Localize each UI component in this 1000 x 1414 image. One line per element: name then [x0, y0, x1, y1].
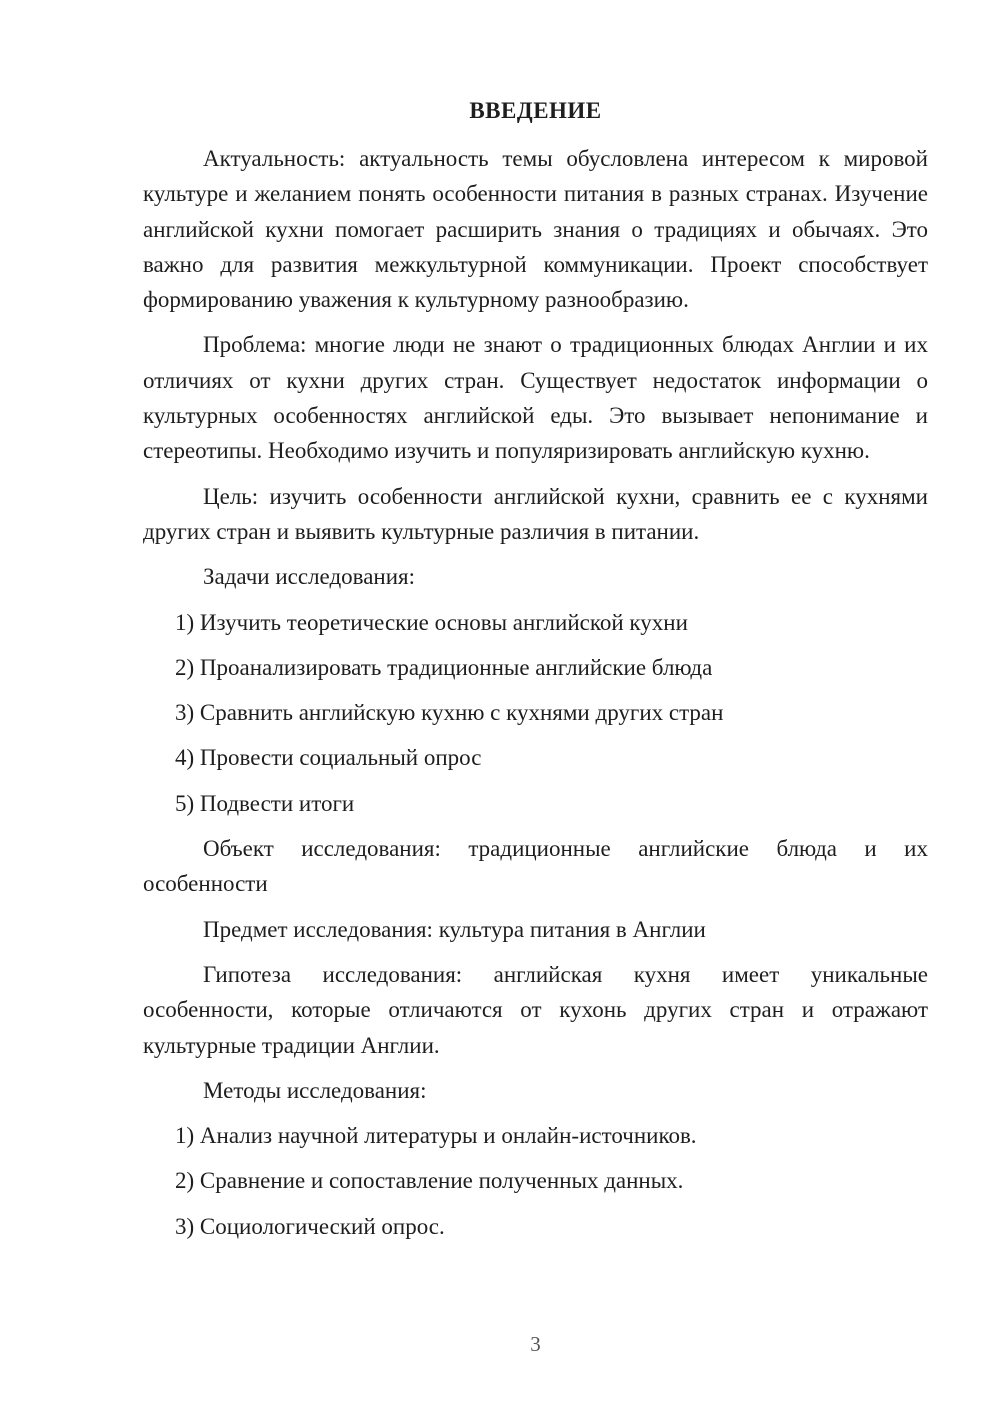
- page-title: ВВЕДЕНИЕ: [469, 98, 602, 123]
- relevance-paragraph: Актуальность: актуальность темы обусловлена интересом к мировой культуре и желанием понять особенности питания в разных странах. Изучение английской кухни помогает расширить знания о традициях и обычаях. Это важно для развития межкультурной коммуникации. Проект способствует формированию уважения к культурному разнообразию.: [143, 146, 928, 313]
- object-paragraph: Объект исследования: традиционные английские блюда и их особенности: [143, 836, 928, 897]
- methods-heading: Методы исследования:: [203, 1077, 427, 1103]
- list-item: 1) Изучить теоретические основы английской кухни: [175, 609, 688, 635]
- subject-paragraph: Предмет исследования: культура питания в Англии: [203, 916, 706, 942]
- tasks-heading: Задачи исследования:: [203, 564, 416, 590]
- document-body: [143, 141, 928, 1254]
- hypothesis-paragraph: Гипотеза исследования: английская кухня имеет уникальные особенности, которые отличаются от кухонь других стран и отражают культурные традиции Англии.: [143, 961, 928, 1058]
- document-page: [143, 0, 928, 1414]
- goal-paragraph: Цель: изучить особенности английской кухни, сравнить ее с кухнями других стран и выявить культурные различия в питании.: [143, 483, 928, 544]
- methods-list: [143, 1118, 928, 1244]
- list-item: 2) Сравнение и сопоставление полученных данных.: [175, 1168, 684, 1194]
- list-item: 3) Социологический опрос.: [175, 1213, 445, 1239]
- list-item: 1) Анализ научной литературы и онлайн-источников.: [175, 1123, 697, 1149]
- list-item: 5) Подвести итоги: [175, 790, 355, 816]
- list-item: 4) Провести социальный опрос: [175, 745, 482, 771]
- list-item: 3) Сравнить английскую кухню с кухнями других стран: [175, 700, 724, 726]
- page-number: 3: [530, 1332, 541, 1356]
- list-item: 2) Проанализировать традиционные английские блюда: [175, 654, 713, 680]
- tasks-list: [143, 605, 928, 821]
- problem-paragraph: Проблема: многие люди не знают о традиционных блюдах Англии и их отличиях от кухни других стран. Существует недостаток информации о культурных особенностях английской еды. Это вызывает непонимание и стереотипы. Необходимо изучить и популяризировать английскую кухню.: [143, 332, 928, 464]
